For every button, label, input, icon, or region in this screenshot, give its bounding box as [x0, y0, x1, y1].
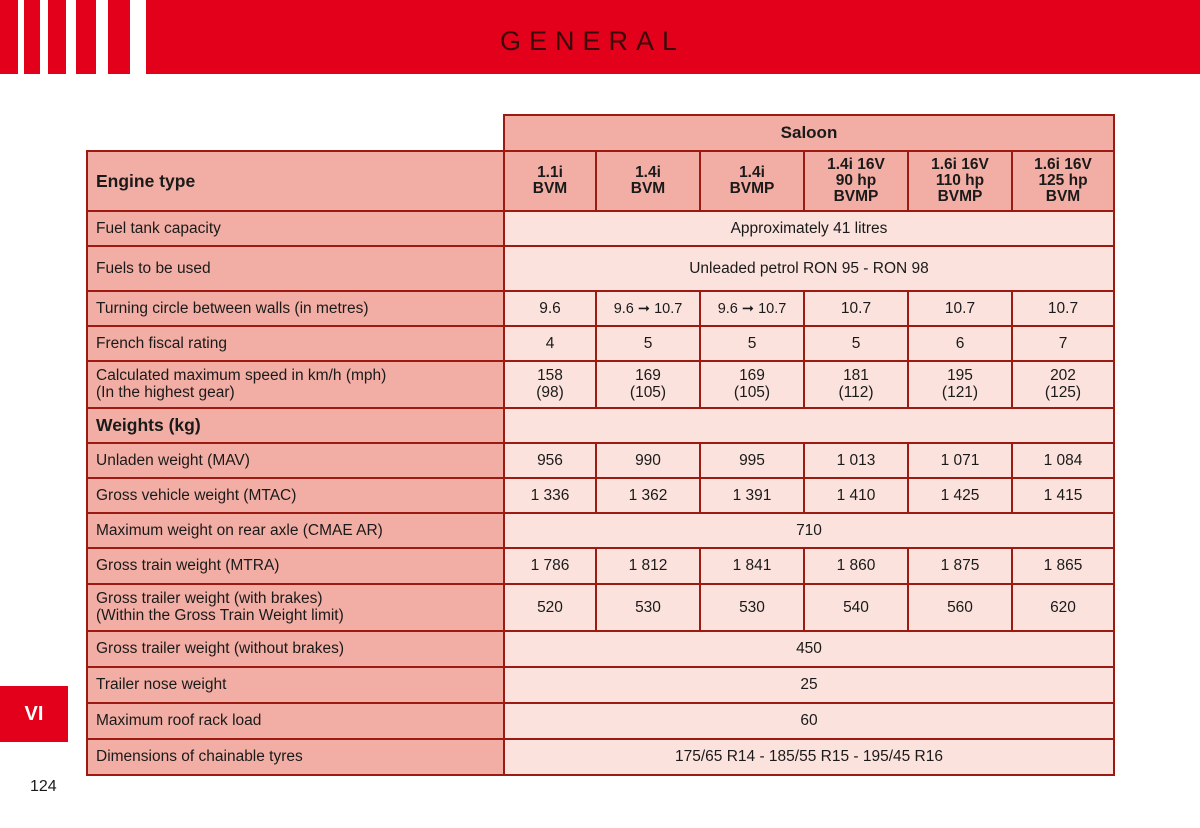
section-tab: VI: [0, 686, 68, 742]
table-cell: 450: [504, 631, 1114, 667]
table-row: [87, 443, 1114, 478]
table-cell: 25: [504, 667, 1114, 703]
table-row: [87, 631, 1114, 667]
table-row: [87, 211, 1114, 246]
table-row: [87, 408, 1114, 443]
table-cell: 10.7: [804, 291, 908, 326]
table-cell: 9.6 ➞ 10.7: [596, 291, 700, 326]
group-header: Saloon: [504, 115, 1114, 151]
row-label: Dimensions of chainable tyres: [87, 739, 504, 775]
table-row: [87, 478, 1114, 513]
table-cell: 175/65 R14 - 185/55 R15 - 195/45 R16: [504, 739, 1114, 775]
header-stripe: [130, 0, 146, 74]
row-label: Calculated maximum speed in km/h (mph) (In the highest gear): [87, 361, 504, 408]
table-cell: 1 336: [504, 478, 596, 513]
table-cell: 202 (125): [1012, 361, 1114, 408]
table-cell: 530: [700, 584, 804, 631]
row-label: Gross vehicle weight (MTAC): [87, 478, 504, 513]
table-cell: 169 (105): [700, 361, 804, 408]
table-cell: 1 875: [908, 548, 1012, 584]
table-row: [87, 667, 1114, 703]
specifications-table: [86, 114, 1115, 776]
table-cell: 6: [908, 326, 1012, 361]
row-label: Gross train weight (MTRA): [87, 548, 504, 584]
table-cell: 9.6: [504, 291, 596, 326]
empty-cell: [504, 408, 1114, 443]
table-cell: 530: [596, 584, 700, 631]
table-row: [87, 703, 1114, 739]
table-cell: 10.7: [1012, 291, 1114, 326]
row-label: Engine type: [87, 151, 504, 211]
table-cell: 60: [504, 703, 1114, 739]
table-cell: 1 084: [1012, 443, 1114, 478]
header-band: [0, 0, 1200, 74]
table-cell: 520: [504, 584, 596, 631]
row-label: Maximum roof rack load: [87, 703, 504, 739]
table-cell: 1 410: [804, 478, 908, 513]
table-cell: 1 425: [908, 478, 1012, 513]
table-cell: 1 362: [596, 478, 700, 513]
engine-header: 1.4i BVMP: [700, 151, 804, 211]
header-stripe: [66, 0, 76, 74]
table-cell: 620: [1012, 584, 1114, 631]
table-cell: 1 865: [1012, 548, 1114, 584]
empty-cell: [87, 115, 504, 151]
row-label: French fiscal rating: [87, 326, 504, 361]
table-cell: Approximately 41 litres: [504, 211, 1114, 246]
table-row: [87, 584, 1114, 631]
header-stripe: [18, 0, 24, 74]
table-cell: 1 841: [700, 548, 804, 584]
table-row: [87, 291, 1114, 326]
table-cell: 560: [908, 584, 1012, 631]
page-title: GENERAL: [500, 26, 686, 56]
row-label: Fuel tank capacity: [87, 211, 504, 246]
table-cell: 7: [1012, 326, 1114, 361]
table-cell: 5: [596, 326, 700, 361]
table-row: [87, 361, 1114, 408]
table-row: [87, 326, 1114, 361]
engine-header: 1.4i 16V 90 hp BVMP: [804, 151, 908, 211]
engine-header: 1.4i BVM: [596, 151, 700, 211]
table-cell: 4: [504, 326, 596, 361]
row-label: Trailer nose weight: [87, 667, 504, 703]
table-cell: 169 (105): [596, 361, 700, 408]
row-label: Maximum weight on rear axle (CMAE AR): [87, 513, 504, 548]
table-cell: Unleaded petrol RON 95 - RON 98: [504, 246, 1114, 291]
table-cell: 5: [804, 326, 908, 361]
page-number: 124: [30, 778, 57, 795]
table-row: [87, 115, 1114, 151]
table-row: [87, 548, 1114, 584]
table-cell: 10.7: [908, 291, 1012, 326]
table-cell: 9.6 ➞ 10.7: [700, 291, 804, 326]
table-cell: 158 (98): [504, 361, 596, 408]
table-cell: 990: [596, 443, 700, 478]
table-cell: 1 071: [908, 443, 1012, 478]
row-label: Gross trailer weight (without brakes): [87, 631, 504, 667]
engine-header: 1.6i 16V 125 hp BVM: [1012, 151, 1114, 211]
table-cell: 1 812: [596, 548, 700, 584]
table-cell: 995: [700, 443, 804, 478]
table-row: [87, 151, 1114, 211]
table-cell: 5: [700, 326, 804, 361]
table-cell: 710: [504, 513, 1114, 548]
row-label: Unladen weight (MAV): [87, 443, 504, 478]
section-header: Weights (kg): [87, 408, 504, 443]
table-row: [87, 246, 1114, 291]
table-cell: 1 860: [804, 548, 908, 584]
table-row: [87, 513, 1114, 548]
table-cell: 1 415: [1012, 478, 1114, 513]
table-cell: 956: [504, 443, 596, 478]
header-stripe: [96, 0, 108, 74]
engine-header: 1.6i 16V 110 hp BVMP: [908, 151, 1012, 211]
row-label: Gross trailer weight (with brakes) (Within the Gross Train Weight limit): [87, 584, 504, 631]
table-cell: 540: [804, 584, 908, 631]
engine-header: 1.1i BVM: [504, 151, 596, 211]
table-cell: 195 (121): [908, 361, 1012, 408]
table-cell: 1 013: [804, 443, 908, 478]
table-cell: 181 (112): [804, 361, 908, 408]
row-label: Fuels to be used: [87, 246, 504, 291]
table-cell: 1 786: [504, 548, 596, 584]
row-label: Turning circle between walls (in metres): [87, 291, 504, 326]
table-row: [87, 739, 1114, 775]
header-stripe: [40, 0, 48, 74]
table-cell: 1 391: [700, 478, 804, 513]
